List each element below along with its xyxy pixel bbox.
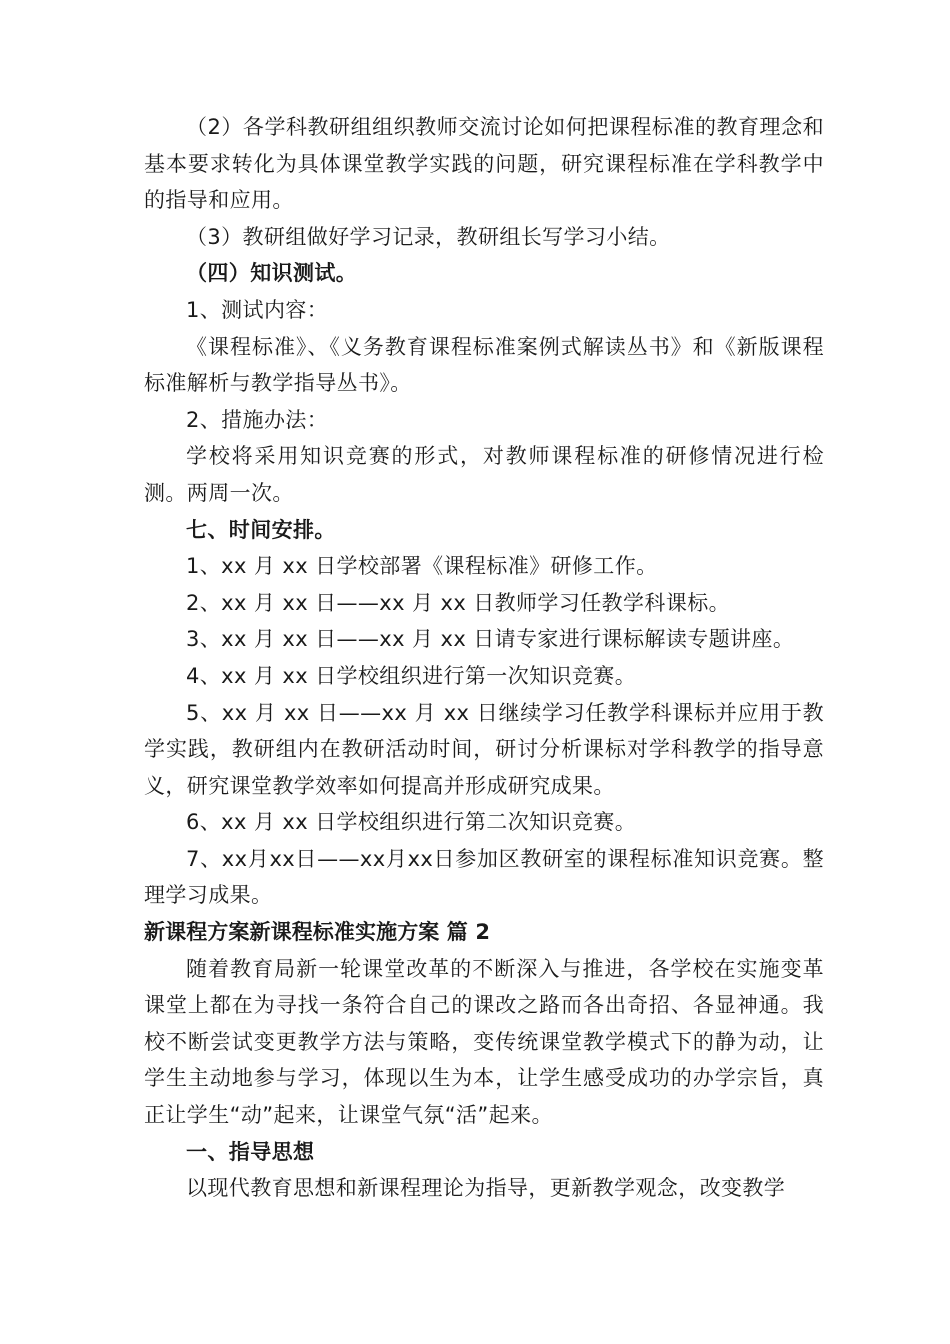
document-body (144, 109, 824, 1207)
schedule-item-7: 7、xx月xx日——xx月xx日参加区教研室的课程标准知识竞赛。整理学习成果。 (144, 846, 824, 908)
schedule-item-2: 2、xx 月 xx 日——xx 月 xx 日教师学习任教学科课标。 (186, 590, 731, 615)
paragraph-introduction: 随着教育局新一轮课堂改革的不断深入与推进，各学校在实施变革课堂上都在为寻找一条符合自己的课改之路而各出奇招、各显神通。我校不断尝试变更教学方法与策略，变传统课堂教学模式下的静为动，让学生主动地参与学习，体现以生为本，让学生感受成功的办学宗旨，真正让学生“动”起来，让课堂气氛“活”起来。 (144, 956, 824, 1128)
paragraph-test-materials: 《课程标准》、《义务教育课程标准案例式解读丛书》和《新版课程标准解析与教学指导丛书》。 (144, 334, 824, 396)
heading-guiding-ideology: 一、指导思想 (186, 1139, 315, 1164)
schedule-item-5: 5、xx 月 xx 日——xx 月 xx 日继续学习任教学科课标并应用于教学实践，教研组内在教研活动时间，研讨分析课标对学科教学的指导意义，研究课堂教学效率如何提高并形成研究成果。 (144, 700, 824, 798)
paragraph-guiding-ideology: 以现代教育思想和新课程理论为指导，更新教学观念，改变教学 (186, 1176, 786, 1201)
schedule-item-1: 1、xx 月 xx 日学校部署《课程标准》研修工作。 (186, 554, 658, 579)
schedule-item-4: 4、xx 月 xx 日学校组织进行第一次知识竞赛。 (186, 663, 637, 688)
heading-knowledge-test: （四）知识测试。 (186, 261, 358, 286)
list-item-test-content: 1、测试内容： (186, 297, 329, 322)
paragraph-study-record: （3）教研组做好学习记录，教研组长写学习小结。 (186, 224, 671, 249)
schedule-item-3: 3、xx 月 xx 日——xx 月 xx 日请专家进行课标解读专题讲座。 (186, 627, 795, 652)
list-item-measures: 2、措施办法： (186, 407, 329, 432)
heading-schedule: 七、时间安排。 (186, 517, 336, 542)
paragraph-discussion: （2）各学科教研组组织教师交流讨论如何把课程标准的教育理念和基本要求转化为具体课堂教学实践的问题，研究课程标准在学科教学中的指导和应用。 (144, 115, 824, 213)
schedule-item-6: 6、xx 月 xx 日学校组织进行第二次知识竞赛。 (186, 810, 637, 835)
paragraph-measures: 学校将采用知识竞赛的形式，对教师课程标准的研修情况进行检测。两周一次。 (144, 444, 824, 505)
section-title-plan-2: 新课程方案新课程标准实施方案 篇 2 (144, 920, 491, 945)
